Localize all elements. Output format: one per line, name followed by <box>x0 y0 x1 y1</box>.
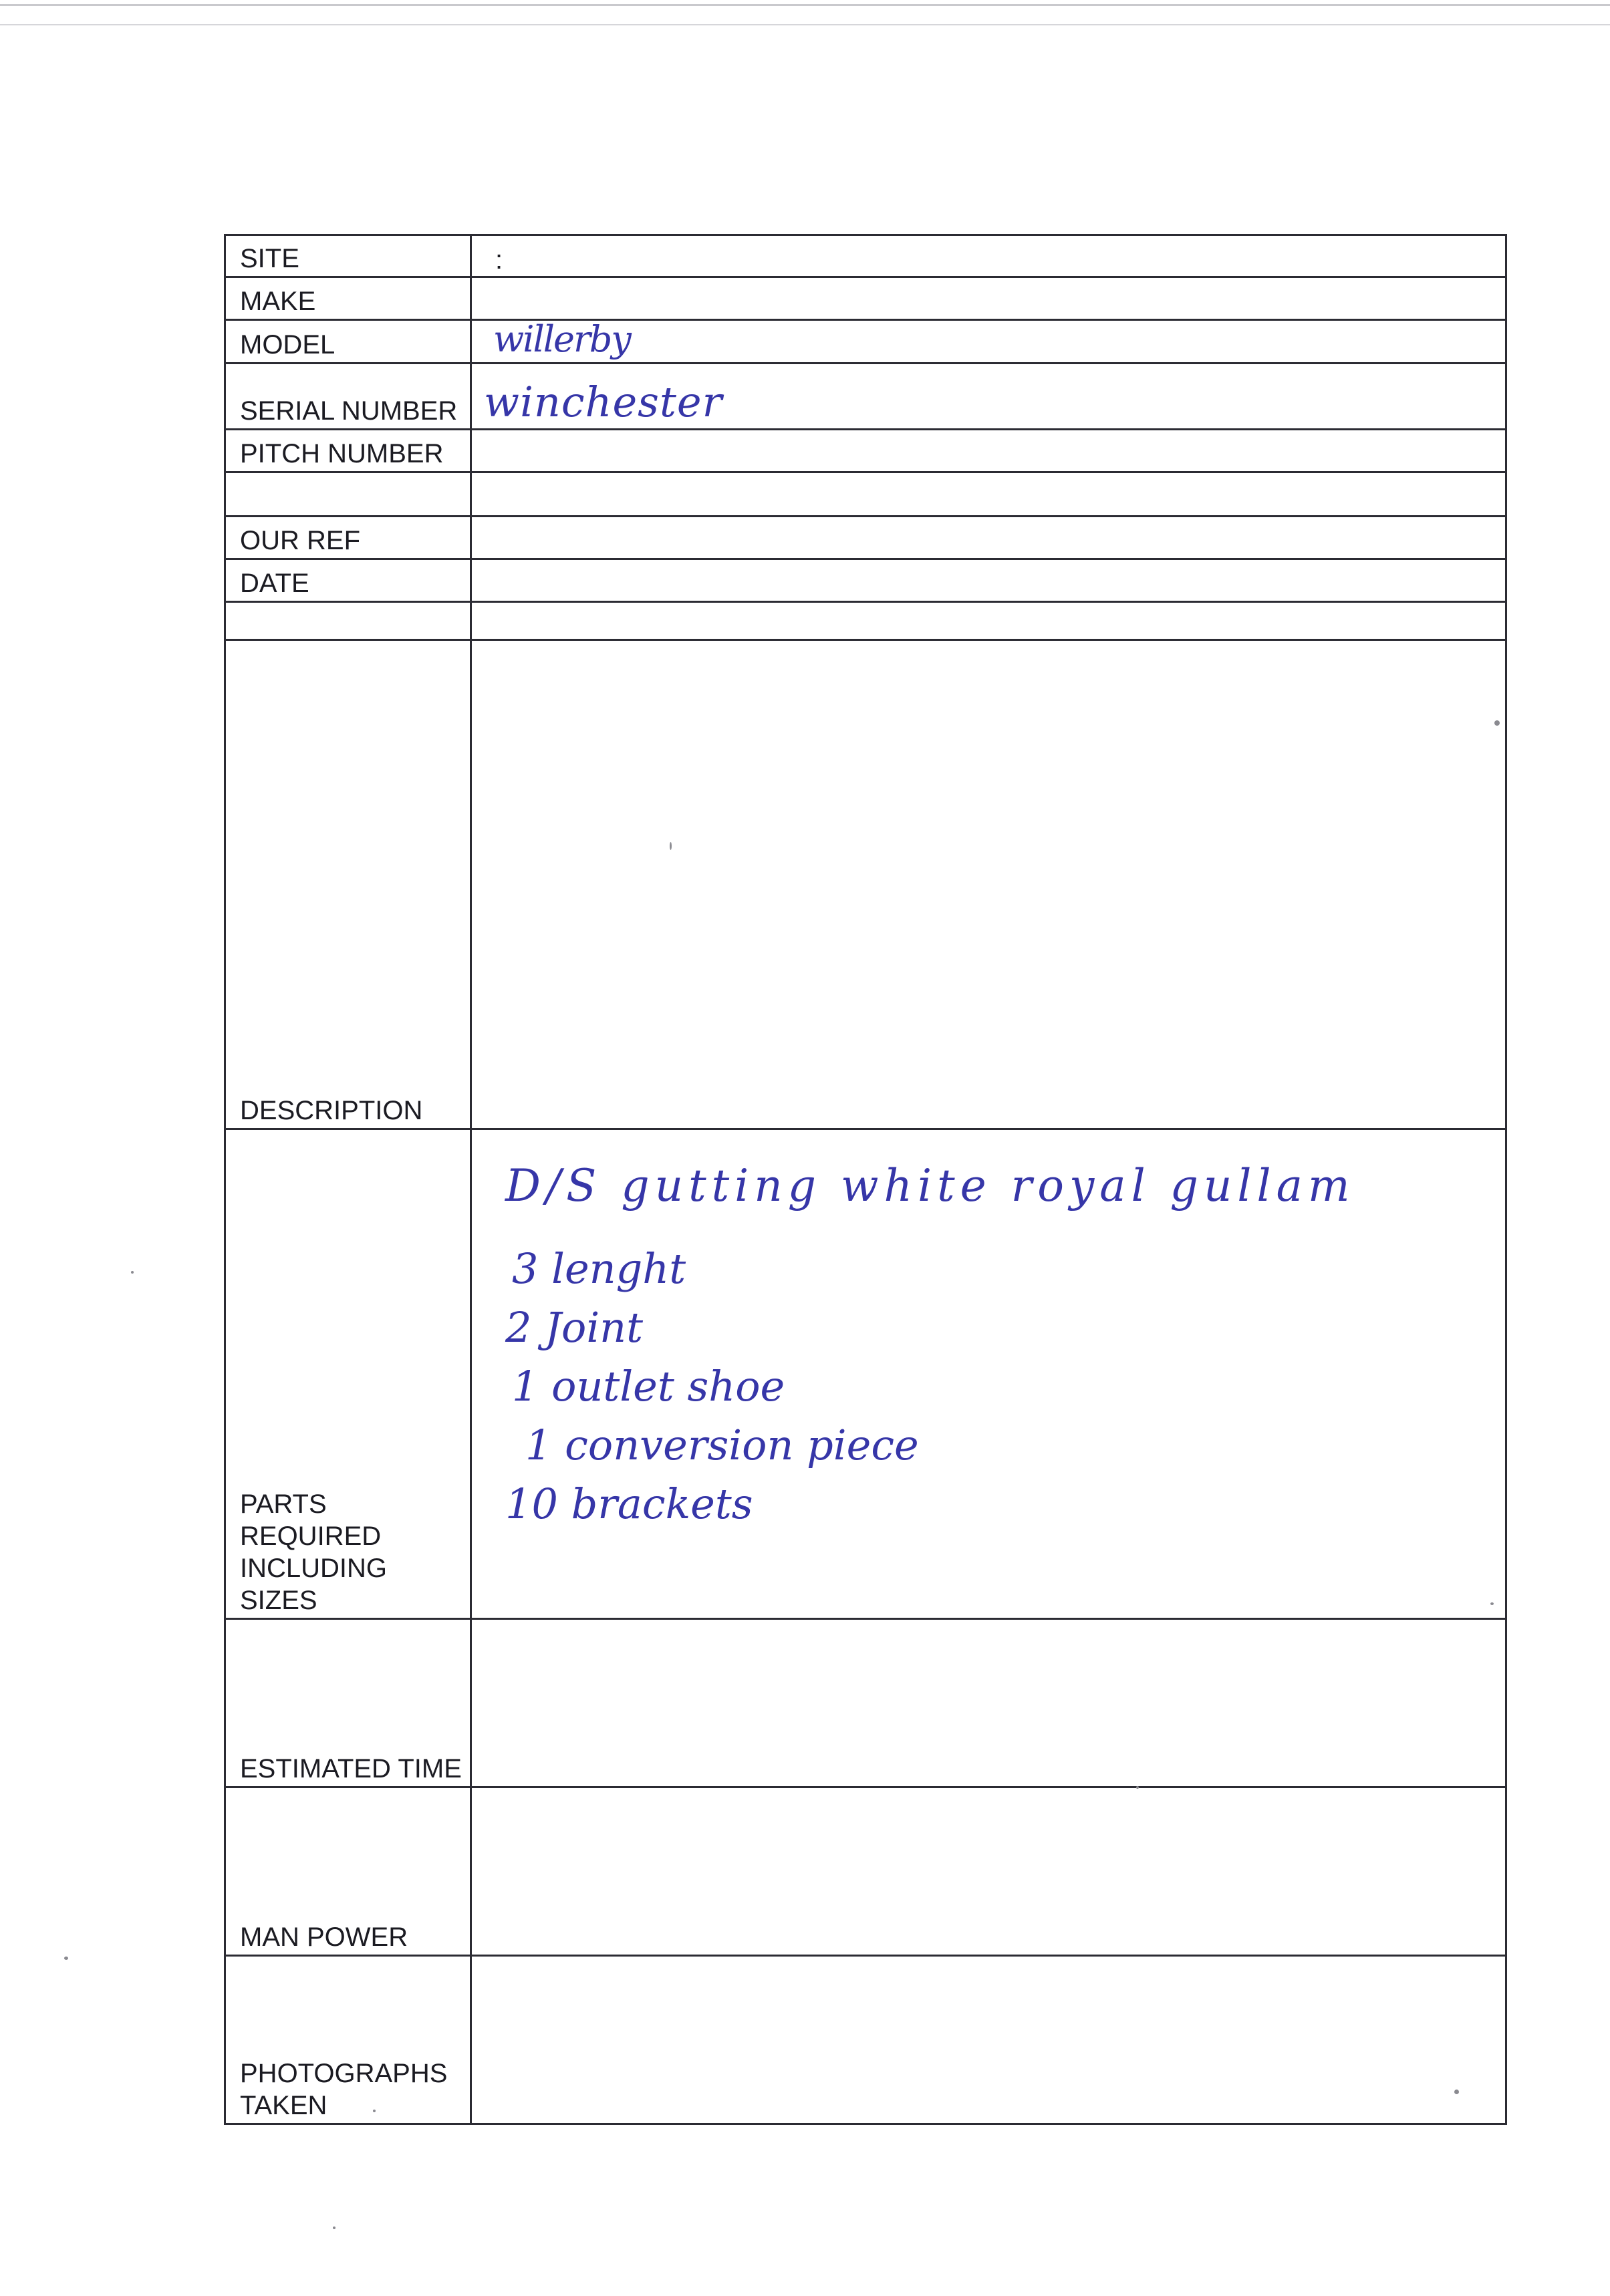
value-description[interactable] <box>472 641 1505 1128</box>
scan-speck <box>670 842 672 850</box>
scan-speck <box>131 1271 134 1274</box>
value-model[interactable] <box>472 318 1505 362</box>
label-estimated-time: ESTIMATED TIME <box>226 1620 472 1786</box>
parts-line: D/S gutting white royal gullam <box>505 1160 1355 1211</box>
row-site <box>224 234 1507 278</box>
row-description <box>224 641 1507 1130</box>
label-pitch-number: PITCH NUMBER <box>226 430 472 471</box>
row-man-power <box>224 1788 1507 1957</box>
row-serial-number <box>224 364 1507 430</box>
scan-speck <box>1494 720 1500 726</box>
scan-speck <box>1136 1786 1139 1789</box>
row-make <box>224 278 1507 321</box>
scan-speck <box>1454 2090 1459 2094</box>
value-site[interactable] <box>472 236 1505 276</box>
label-make: MAKE <box>226 278 472 319</box>
row-blank <box>224 603 1507 641</box>
scan-speck <box>1490 1602 1494 1605</box>
job-sheet-form <box>224 234 1507 2125</box>
row-blank <box>224 473 1507 517</box>
label-serial-number: SERIAL NUMBER <box>226 364 472 428</box>
label-description: DESCRIPTION <box>226 641 472 1128</box>
value-our-ref[interactable] <box>472 517 1505 558</box>
value-photographs-taken[interactable] <box>472 1957 1505 2123</box>
parts-line: 2 Joint <box>505 1303 644 1352</box>
parts-line: 1 outlet shoe <box>512 1362 785 1411</box>
handwritten-model: willerby <box>493 318 630 360</box>
value-date[interactable] <box>472 560 1505 601</box>
label-photographs-taken: PHOTOGRAPHS TAKEN <box>226 1957 472 2123</box>
label-parts-required: PARTS REQUIRED INCLUDING SIZES <box>226 1130 472 1618</box>
value-serial-number[interactable] <box>472 364 1505 428</box>
label-date: DATE <box>226 560 472 601</box>
value-man-power[interactable] <box>472 1788 1505 1955</box>
value-make[interactable] <box>472 278 1505 319</box>
scan-speck <box>333 2227 336 2229</box>
value-parts-required[interactable] <box>472 1130 1505 1618</box>
row-photographs-taken <box>224 1957 1507 2125</box>
parts-handwriting <box>505 1157 1355 1534</box>
scan-edge <box>0 0 1610 27</box>
value-estimated-time[interactable] <box>472 1620 1505 1786</box>
row-parts-required <box>224 1130 1507 1620</box>
label-site: SITE <box>226 236 472 276</box>
scan-edge-line <box>0 4 1610 6</box>
value-pitch-number[interactable] <box>472 430 1505 471</box>
scan-speck <box>64 1957 68 1960</box>
parts-line: 1 conversion piece <box>525 1421 919 1469</box>
label-man-power: MAN POWER <box>226 1788 472 1955</box>
value-blank[interactable] <box>472 603 1505 639</box>
handwritten-serial-number: winchester <box>484 378 723 426</box>
scan-edge-line <box>0 24 1610 25</box>
label-blank <box>226 473 472 515</box>
row-model <box>224 318 1507 364</box>
row-our-ref <box>224 517 1507 560</box>
label-blank <box>226 603 472 639</box>
row-estimated-time <box>224 1620 1507 1788</box>
label-our-ref: OUR REF <box>226 517 472 558</box>
site-colon: : <box>495 245 503 275</box>
label-model: MODEL <box>226 321 472 362</box>
scan-speck <box>373 2110 376 2112</box>
parts-line: 3 lenght <box>512 1244 686 1293</box>
parts-line: 10 brackets <box>505 1479 753 1528</box>
row-date <box>224 560 1507 603</box>
row-pitch-number <box>224 430 1507 473</box>
value-blank[interactable] <box>472 473 1505 515</box>
